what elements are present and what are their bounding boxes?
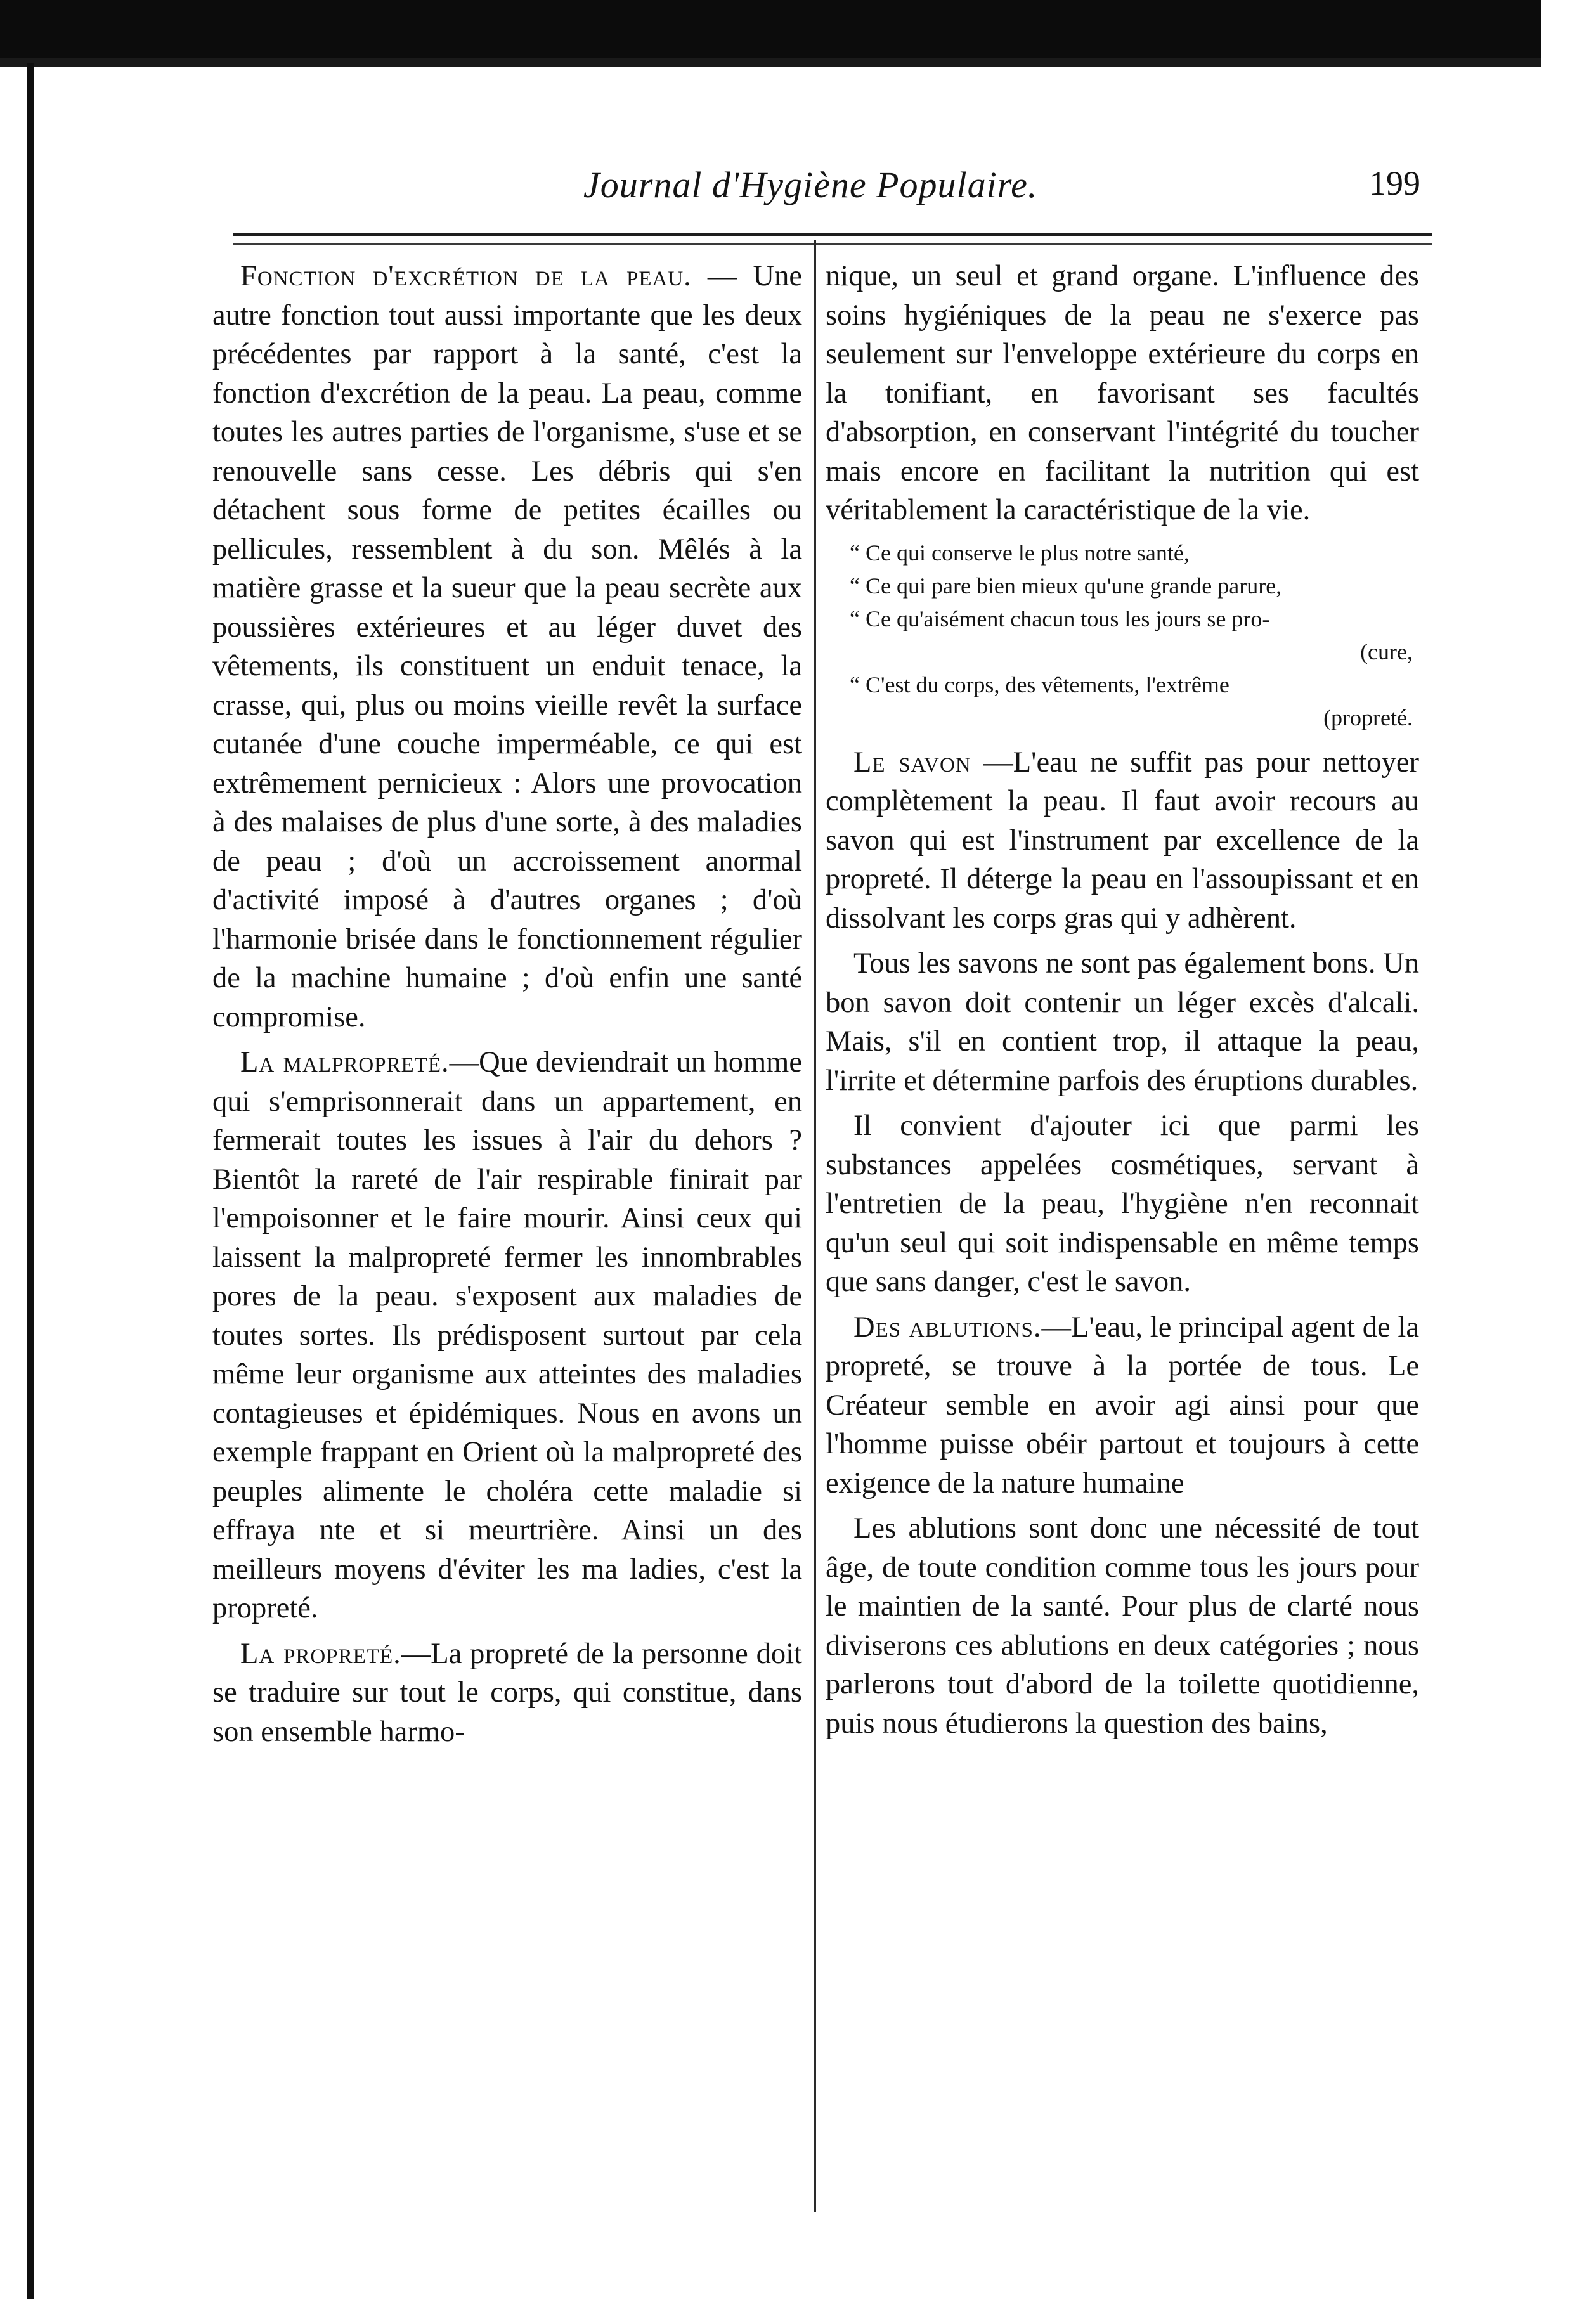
paragraph-continued: nique, un seul et grand organe. L'influence des soins hygiéniques de la peau ne s'exerce pas seulement sur l'enveloppe extérieure du corps en la tonifiant, en favorisant ses facultés d'absorption, en conservant l'intégrité du toucher mais encore en facilitant la nutrition qui est véritablement la caractéristique de la vie. (826, 260, 1419, 526)
section-heading: La propreté. (240, 1637, 401, 1670)
quoted-verse (826, 536, 1419, 734)
paragraph-savon (826, 743, 1419, 938)
paragraph-text: —Que deviendrait un homme qui s'emprisonnerait dans un appartement, en fermerait toutes les issues à l'air du dehors ? Bientôt la rareté de l'air respirable finirait par l'empoisonner et le faire mourir. Ainsi ceux qui laissent la malpropreté fermer les innombrables pores de la peau. s'exposent aux maladies de toutes sortes. Ils prédisposent surtout par cela même leur organisme aux atteintes des maladies contagieuses et épidémiques. Nous en avons un exemple frappant en Orient où la malpropreté des peuples alimente le choléra cette maladie si effraya nte et si meurtrière. Ainsi un des meilleurs moyens d'éviter les ma ladies, c'est la propreté. (212, 1046, 802, 1624)
section-heading: Des ablutions. (853, 1311, 1042, 1344)
right-column (826, 257, 1419, 1749)
scan-top-border-line (0, 58, 1541, 67)
paragraph-text: —L'eau ne suffit pas pour nettoyer complètement la peau. Il faut avoir recours au savon qui est l'instrument par excellence de la propreté. Il déterge la peau en l'assoupissant et en dissolvant les corps gras qui y adhèrent. (826, 746, 1419, 935)
paragraph-text: — Une autre fonction tout aussi importante que les deux précédentes par rapport à la santé, c'est la fonction d'excrétion de la peau. La peau, comme toutes les autres parties de l'organisme, s'use et se renouvelle sans cesse. Les débris qui s'en détachent sous forme de petites écailles ou pellicules, ressemblent à du son. Mêlés à la matière grasse et la sueur que la peau secrète aux poussières extérieures et au léger duvet des vêtements, ils constituent un enduit tenace, la crasse, qui, plus ou moins vieille revêt la surface cutanée d'une couche imperméable, ce qui est extrêmement pernicieux : Alors une provocation à des malaises de plus d'une sorte, à des maladies de peau ; d'où un accroissement anormal d'activité imposé à d'autres organes ; d'où l'harmonie brisée dans le fonctionnement régulier de la machine humaine ; d'où enfin une santé compromise. (212, 260, 802, 1033)
paragraph-text: —La propreté de la personne doit se traduire sur tout le corps, qui constitue, dans son ensemble harmo- (212, 1637, 802, 1748)
section-heading: Fonction d'excrétion de la peau. (240, 260, 692, 292)
page-header (203, 164, 1420, 221)
paragraph-text: —L'eau, le principal agent de la propreté, se trouve à la portée de tous. Le Créateur semble en avoir agi ainsi pour que l'homme puisse obéir partout et toujours à cette exigence de la nature humaine (826, 1311, 1419, 1499)
header-rule-thin (233, 243, 1432, 245)
paragraph-cosmetiques: Il convient d'ajouter ici que parmi les substances appelées cosmétiques, servant à l'entretien de la peau, l'hygiène n'en reconnait qu'un seul qui soit indispensable en même temps que sans danger, c'est le savon. (826, 1110, 1419, 1298)
column-divider (814, 240, 816, 2212)
scan-left-edge (27, 63, 34, 2299)
scan-top-border (0, 0, 1541, 58)
paragraph-savons-bons: Tous les savons ne sont pas également bons. Un bon savon doit contenir un léger excès d'alcali. Mais, s'il en contient trop, il attaque la peau, l'irrite et détermine parfois des éruptions durables. (826, 947, 1419, 1097)
section-heading: La malpropreté. (240, 1046, 450, 1078)
verse-line: “ Ce qu'aisément chacun tous les jours se pro- (850, 606, 1270, 631)
section-heading: Le savon (853, 746, 971, 779)
paragraph-ablutions (826, 1308, 1419, 1503)
journal-title: Journal d'Hygiène Populaire. (583, 164, 1038, 205)
verse-line-continuation: (cure, (1360, 638, 1413, 664)
verse-line-continuation: (propreté. (1323, 704, 1413, 730)
paragraph-malproprete (212, 1043, 802, 1628)
paragraph-proprete (212, 1635, 802, 1752)
paragraph-ablutions-necessite: Les ablutions sont donc une nécessité de tout âge, de toute condition comme tous les jours pour le maintien de la santé. Pour plus de clarté nous diviserons ces ablutions en deux catégories ; nous parlerons tout d'abord de la toilette quotidienne, puis nous étudierons la question des bains, (826, 1512, 1419, 1740)
verse-line: “ C'est du corps, des vêtements, l'extrême (850, 671, 1229, 697)
paragraph-excretion (212, 257, 802, 1037)
header-rule (233, 233, 1432, 236)
left-column (212, 257, 802, 1758)
verse-line: “ Ce qui conserve le plus notre santé, (850, 540, 1190, 566)
verse-line: “ Ce qui pare bien mieux qu'une grande parure, (850, 573, 1282, 599)
page-number: 199 (1369, 164, 1420, 202)
